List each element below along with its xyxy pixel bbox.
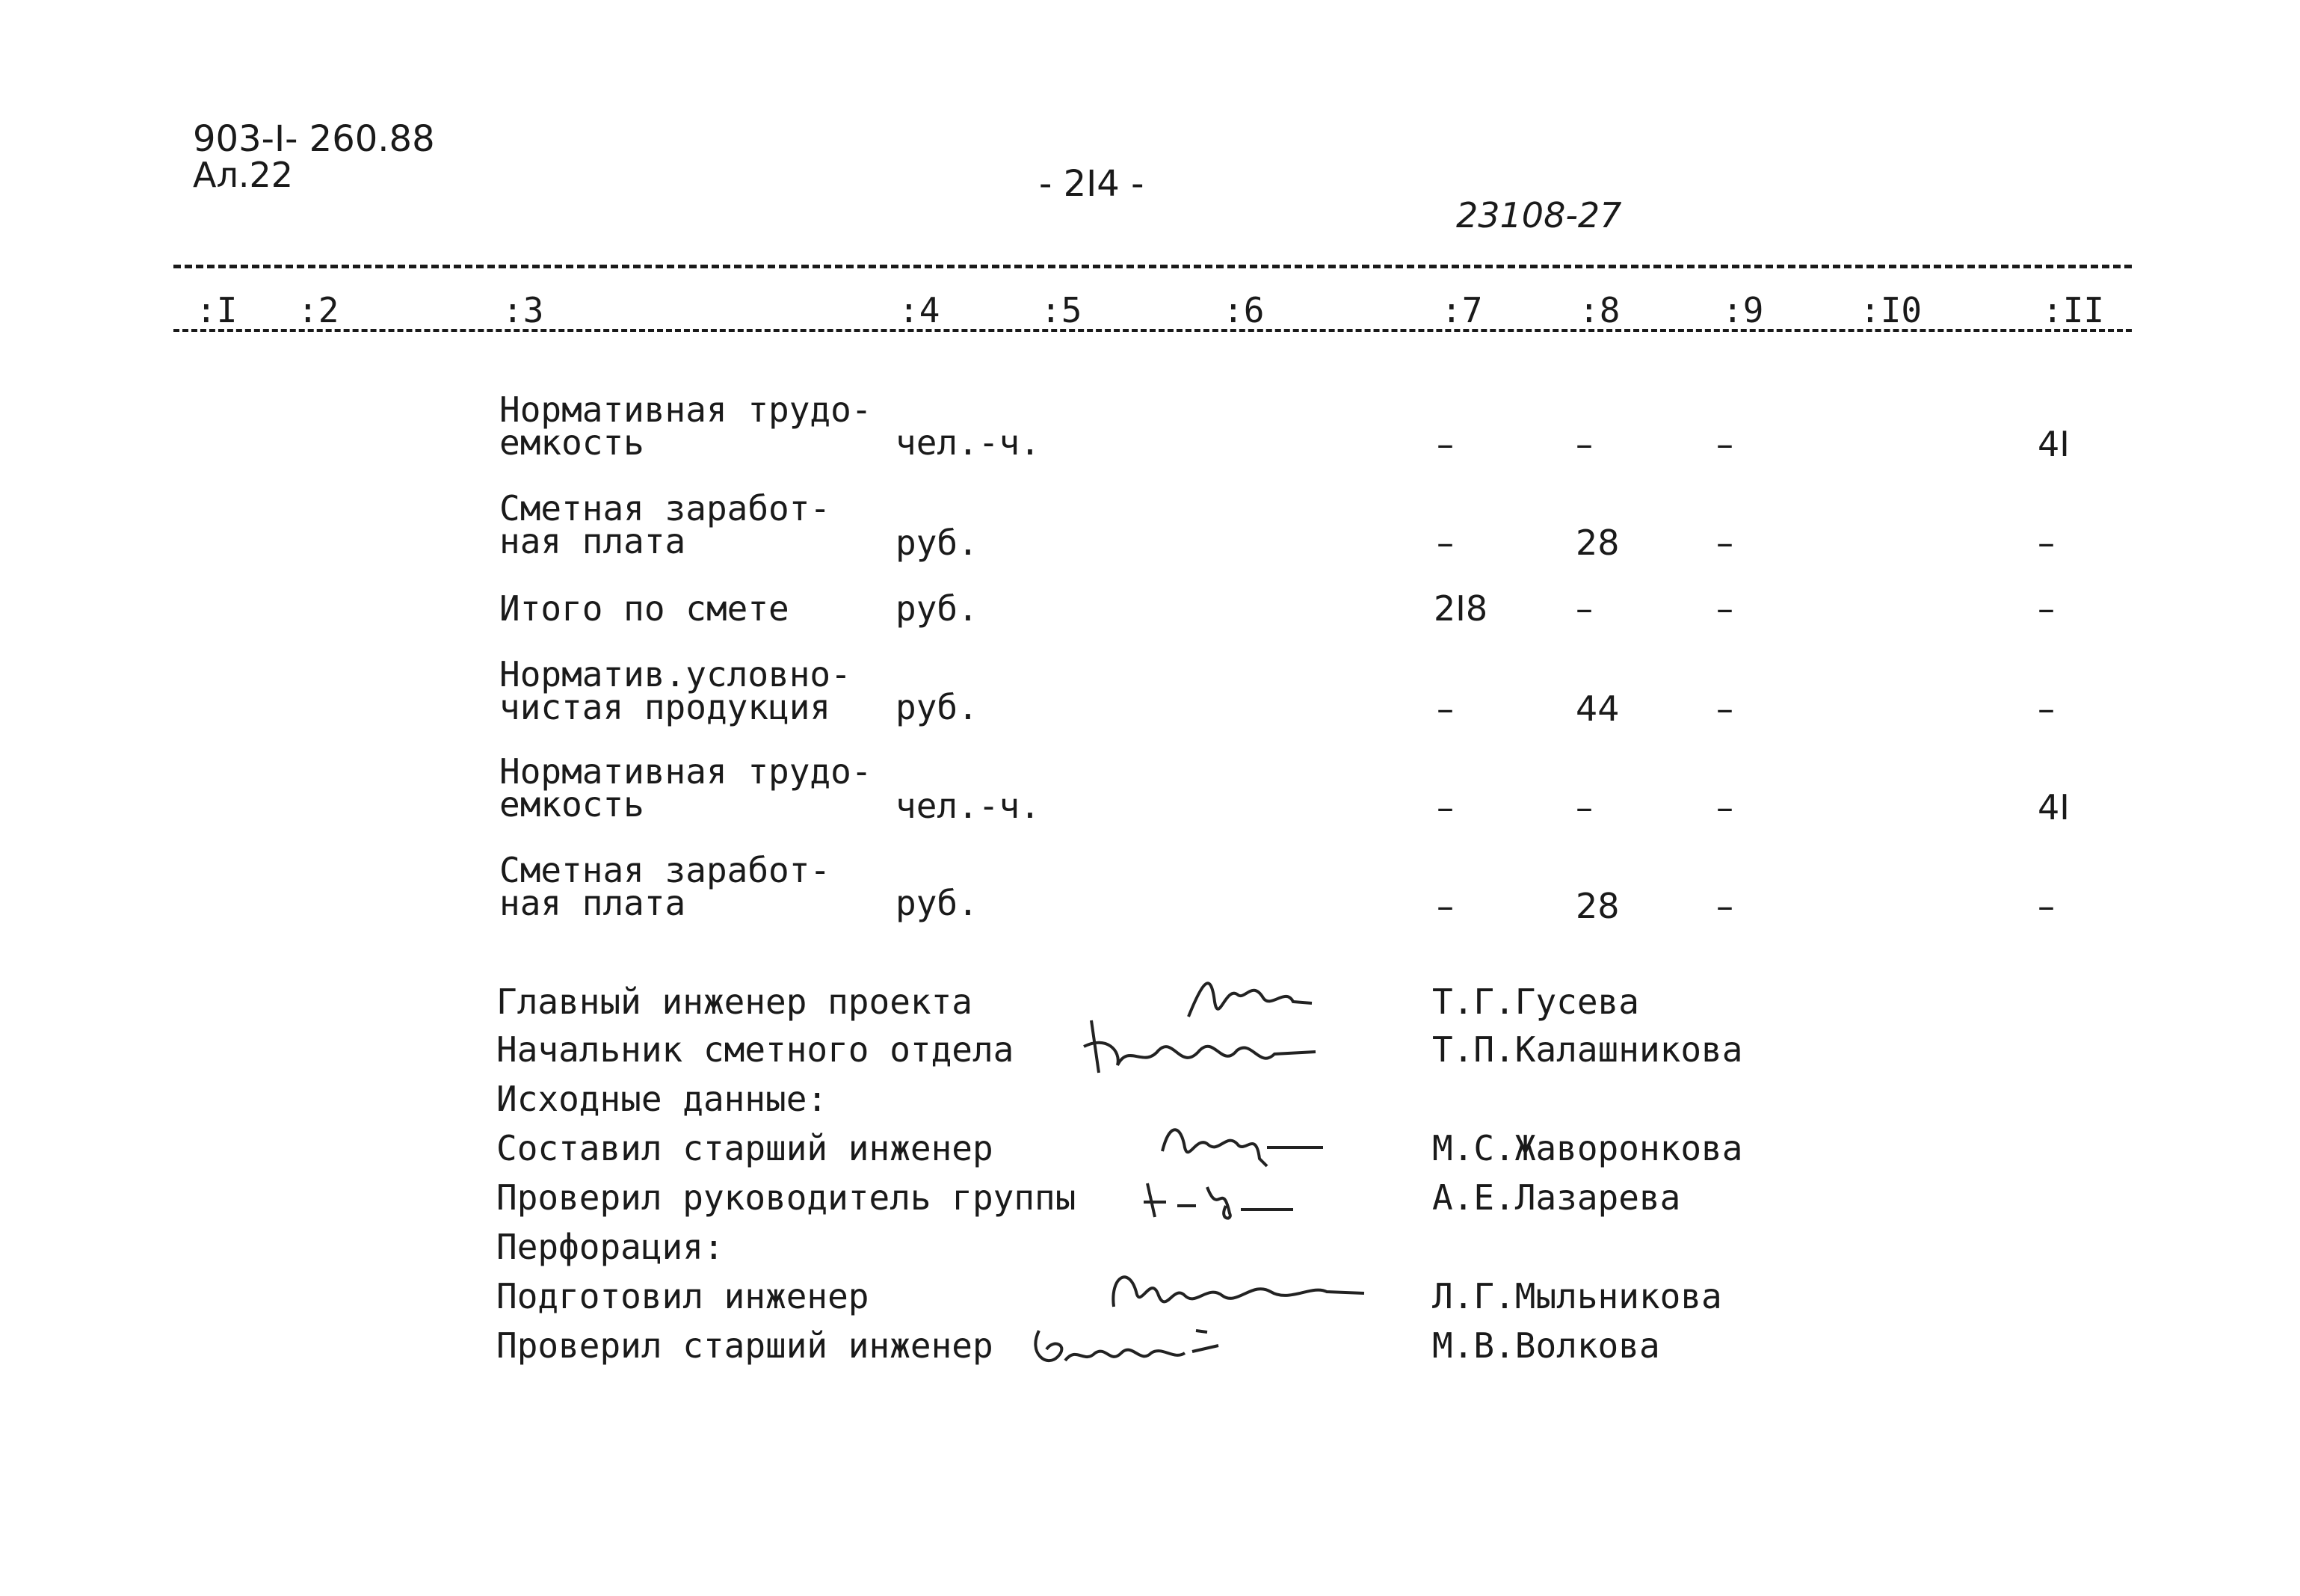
column-number: :7 xyxy=(1441,290,1483,330)
cell-col7: – xyxy=(1437,688,1454,729)
signer-name: М.В.Волкова xyxy=(1432,1325,1660,1366)
signer-name: Л.Г.Мыльникова xyxy=(1432,1276,1722,1316)
signer-role: Главный инженер проекта xyxy=(496,982,972,1022)
cell-col9: – xyxy=(1716,424,1733,464)
signer-role: Проверил руководитель группы xyxy=(496,1177,1076,1218)
cell-col11: – xyxy=(2038,886,2055,926)
section-label: Перфорация: xyxy=(496,1227,724,1267)
column-number: :3 xyxy=(502,290,544,330)
cell-col11: 4I xyxy=(2038,424,2070,464)
column-number: :I0 xyxy=(1860,290,1923,330)
row-label: емкость xyxy=(499,784,644,825)
row-unit: руб. xyxy=(895,523,978,563)
signer-name: А.Е.Лазарева xyxy=(1432,1177,1681,1218)
cell-col7: – xyxy=(1437,787,1454,828)
row-unit: чел.-ч. xyxy=(895,422,1040,463)
signature-image xyxy=(1076,1005,1323,1091)
column-number: :2 xyxy=(297,290,339,330)
signer-name: Т.П.Калашникова xyxy=(1432,1029,1743,1070)
row-unit: руб. xyxy=(895,883,978,923)
cell-col7: – xyxy=(1437,424,1454,464)
cell-col9: – xyxy=(1716,787,1733,828)
cell-col8: 28 xyxy=(1576,886,1620,926)
cell-col8: 44 xyxy=(1576,688,1620,729)
column-number: :4 xyxy=(898,290,940,330)
row-label: Норматив.условно- xyxy=(499,654,851,694)
cell-col9: – xyxy=(1716,886,1733,926)
sheet-number: Ал.22 xyxy=(193,155,294,195)
row-label: Сметная заработ- xyxy=(499,850,831,890)
header-rule xyxy=(173,265,2132,268)
column-number: :6 xyxy=(1223,290,1265,330)
signer-role: Составил старший инженер xyxy=(496,1128,993,1168)
cell-col9: – xyxy=(1716,588,1733,629)
cell-col11: – xyxy=(2038,588,2055,629)
cell-col11: 4I xyxy=(2038,787,2070,828)
row-unit: руб. xyxy=(895,588,978,629)
row-label: чистая продукция xyxy=(499,687,831,727)
section-label: Исходные данные: xyxy=(496,1079,828,1119)
row-label: Итого по смете xyxy=(499,588,789,629)
cell-col8: 28 xyxy=(1576,523,1620,563)
handwritten-number: 23108-27 xyxy=(1456,195,1622,235)
row-label: емкость xyxy=(499,422,644,463)
column-header-rule xyxy=(173,329,2132,332)
cell-col11: – xyxy=(2038,688,2055,729)
column-number: :9 xyxy=(1722,290,1764,330)
row-label: Нормативная трудо- xyxy=(499,751,872,792)
cell-col9: – xyxy=(1716,523,1733,563)
column-number: :II xyxy=(2042,290,2105,330)
row-unit: чел.-ч. xyxy=(895,786,1040,826)
column-number: :8 xyxy=(1579,290,1621,330)
signer-name: М.С.Жаворонкова xyxy=(1432,1128,1743,1168)
signer-role: Подготовил инженер xyxy=(496,1276,869,1316)
row-label: ная плата xyxy=(499,883,686,923)
row-label: ная плата xyxy=(499,521,686,561)
signature-image xyxy=(1155,1114,1327,1177)
cell-col8: – xyxy=(1576,787,1593,828)
cell-col7: 2I8 xyxy=(1434,588,1488,629)
row-label: Нормативная трудо- xyxy=(499,389,872,430)
cell-col11: – xyxy=(2038,523,2055,563)
row-unit: руб. xyxy=(895,687,978,727)
signer-role: Начальник сметного отдела xyxy=(496,1029,1014,1070)
signature-image xyxy=(1024,1316,1248,1378)
signer-role: Проверил старший инженер xyxy=(496,1325,993,1366)
cell-col8: – xyxy=(1576,424,1593,464)
document-code: 903-I- 260.88 xyxy=(193,118,435,160)
column-number: :5 xyxy=(1040,290,1082,330)
page-number: - 2I4 - xyxy=(1039,163,1144,205)
row-label: Сметная заработ- xyxy=(499,488,831,529)
cell-col7: – xyxy=(1437,886,1454,926)
cell-col9: – xyxy=(1716,688,1733,729)
column-number: :I xyxy=(196,290,238,330)
cell-col8: – xyxy=(1576,588,1593,629)
signature-image xyxy=(1136,1172,1301,1227)
cell-col7: – xyxy=(1437,523,1454,563)
signer-name: Т.Г.Гусева xyxy=(1432,982,1639,1022)
